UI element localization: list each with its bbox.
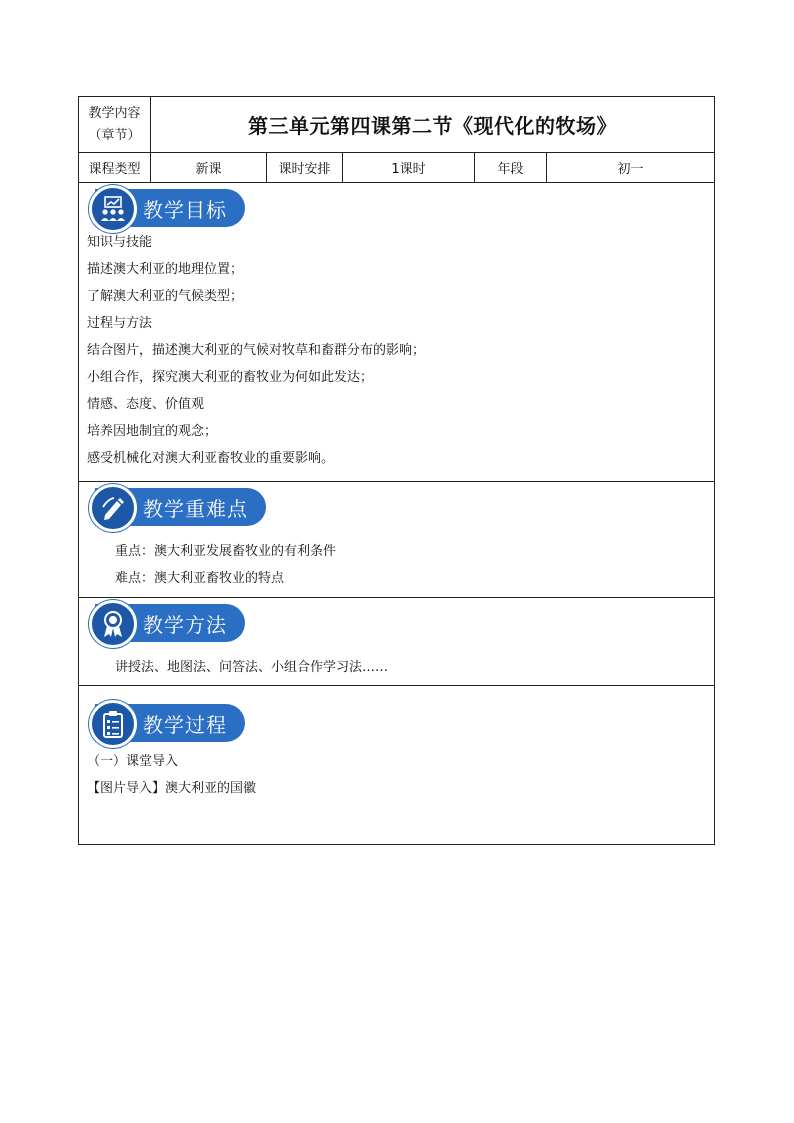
process-lines <box>87 748 706 802</box>
list-item: 难点：澳大利亚畜牧业的特点 <box>115 571 285 586</box>
header-row <box>79 97 714 153</box>
lesson-title: 第三单元第四课第二节《现代化的牧场》 <box>248 114 617 138</box>
schedule-label: 课时安排 <box>267 153 343 182</box>
course-type-label: 课程类型 <box>79 153 151 182</box>
key-points-lines <box>87 538 706 592</box>
objectives-section <box>79 187 714 482</box>
list-item: （一）课堂导入 <box>87 754 179 769</box>
content-label-cell <box>79 97 151 152</box>
process-badge <box>87 702 706 742</box>
methods-lines <box>87 654 706 681</box>
people-chart-icon <box>89 185 137 233</box>
methods-heading: 教学方法 <box>95 604 245 642</box>
objectives-lines <box>87 229 706 472</box>
list-item: 结合图片，描述澳大利亚的气候对牧草和畜群分布的影响； <box>87 343 426 358</box>
pencil-icon <box>89 484 137 532</box>
list-item: 培养因地制宜的观念； <box>87 424 218 439</box>
objectives-heading: 教学目标 <box>95 189 245 227</box>
clipboard-icon <box>89 700 137 748</box>
methods-section <box>79 602 714 686</box>
list-item: 感受机械化对澳大利亚畜牧业的重要影响。 <box>87 451 335 466</box>
award-ribbon-icon <box>89 600 137 648</box>
course-type-value: 新课 <box>151 153 267 182</box>
methods-badge <box>87 602 706 642</box>
list-item: 讲授法、地图法、问答法、小组合作学习法…… <box>115 660 389 675</box>
grade-label: 年段 <box>475 153 547 182</box>
list-item: 重点：澳大利亚发展畜牧业的有利条件 <box>115 544 337 559</box>
list-item: 情感、态度、价值观 <box>87 397 205 412</box>
key-points-section <box>79 486 714 598</box>
key-points-heading: 教学重难点 <box>95 488 266 526</box>
list-item: 【图片导入】澳大利亚的国徽 <box>87 781 257 796</box>
process-heading: 教学过程 <box>95 704 245 742</box>
list-item: 知识与技能 <box>87 235 153 250</box>
list-item: 描述澳大利亚的地理位置； <box>87 262 244 277</box>
process-section <box>79 702 714 844</box>
list-item: 过程与方法 <box>87 316 153 331</box>
grade-value: 初一 <box>617 162 644 177</box>
objectives-badge <box>87 187 706 227</box>
list-item: 了解澳大利亚的气候类型； <box>87 289 244 304</box>
info-row <box>79 153 714 183</box>
content-label-line1: 教学内容 <box>88 105 141 121</box>
list-item: 小组合作，探究澳大利亚的畜牧业为何如此发达； <box>87 370 374 385</box>
schedule-value: 1课时 <box>343 153 475 182</box>
content-label-line2: （章节） <box>88 127 141 143</box>
key-points-badge <box>87 486 706 526</box>
lesson-plan-table <box>78 96 715 845</box>
